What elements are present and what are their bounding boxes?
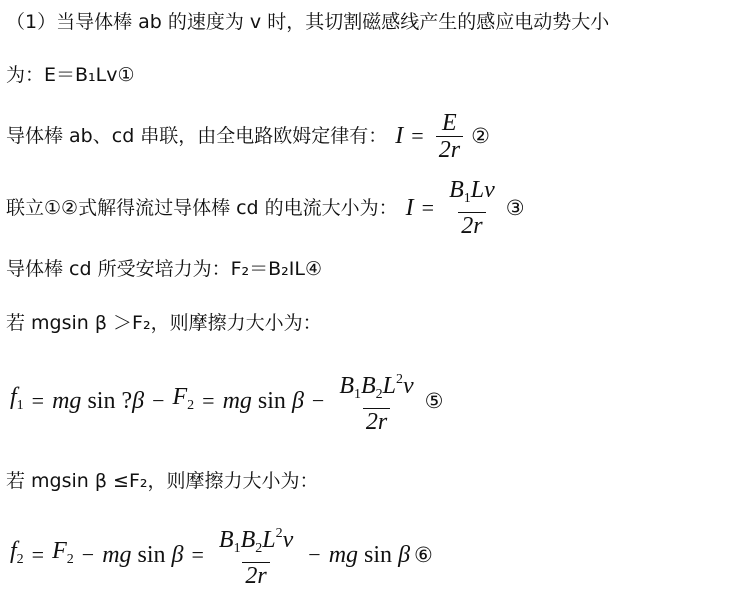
line5-text: 导体棒 cd 所受安培力为：F₂＝B₂IL④: [6, 258, 323, 280]
numerator: $B_1B_2L^2v$: [218, 526, 294, 556]
friction-f1: $f_1$: [10, 383, 24, 413]
line1-text: （1）当导体棒 ab 的速度为 v 时，其切割磁感线产生的感应电动势大小: [6, 11, 610, 33]
equation-5: $f_1$ = mg sin ? β − $F_2$ = mg sin β − $\frac{B_1B_2L^2v}{2r}$ ⑤: [10, 366, 444, 436]
equals-sign: =: [421, 195, 435, 220]
denominator: 2r: [458, 212, 485, 238]
denominator: 2r: [436, 136, 463, 162]
line2-text: 为：E＝B₁Lv①: [6, 64, 135, 86]
equation-line-4: [6, 178, 525, 238]
text-line-8: [6, 469, 319, 493]
friction-f2: $f_2$: [10, 537, 24, 567]
numerator: $B_1Lv$: [449, 177, 495, 206]
equation-mark: ⑥: [414, 543, 433, 567]
equation-6: $f_2$ = $F_2$ − mg sin β = $\frac{B_1B_2L^2v}{2r}$ − mg sin β ⑥: [10, 522, 433, 588]
equation-mark: ③: [505, 196, 525, 220]
text-line-6: [6, 311, 322, 335]
equation-mark: ⑤: [424, 389, 444, 413]
numerator: $B_1B_2L^2v$: [339, 372, 414, 402]
glitch-char: ?: [121, 388, 133, 414]
line8-text: 若 mgsin β ≤F₂，则摩擦力大小为：: [6, 470, 319, 492]
line4-text: 联立①②式解得流过导体棒 cd 的电流大小为：: [6, 197, 398, 219]
line3-text: 导体棒 ab、cd 串联，由全电路欧姆定律有：: [6, 125, 388, 147]
current-symbol: I: [405, 195, 414, 221]
denominator: 2r: [363, 408, 390, 434]
fraction-b1b2l2v-over-2r: [216, 522, 296, 588]
current-symbol: I: [395, 123, 404, 149]
fraction-b1lv-over-2r: [446, 178, 498, 238]
text-line-5: [6, 257, 322, 281]
denominator: 2r: [242, 562, 269, 588]
fraction-e-over-2r: [436, 111, 463, 162]
line6-text: 若 mgsin β ＞F₂，则摩擦力大小为：: [6, 312, 322, 334]
text-line-2: [6, 63, 135, 87]
fraction-b1b2l2v-over-2r: [336, 368, 416, 434]
numerator: E: [442, 109, 457, 136]
equals-sign: =: [411, 123, 424, 148]
equation-line-3: [6, 108, 490, 164]
equation-mark: ②: [471, 124, 490, 148]
text-line-1: [6, 10, 609, 34]
